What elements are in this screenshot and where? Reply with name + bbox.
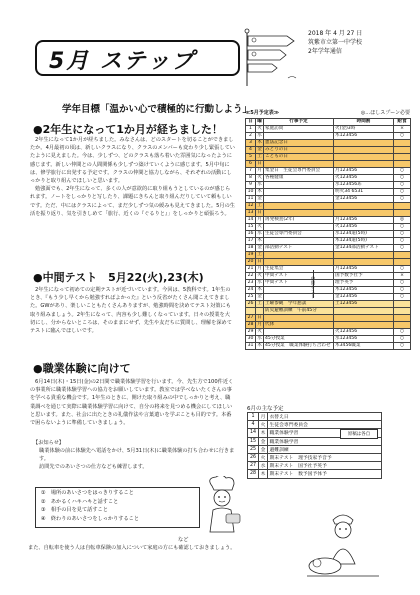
timetable-cell: 明火34 6531 [334, 189, 394, 196]
notice-line: 職業体験の前に体験先へ電話をかけ、5月31日(木)に職業体験の打ち合わせに行きます。 [39, 448, 235, 462]
schedule-row [246, 168, 411, 175]
lunch-cell: ○ [394, 266, 411, 273]
event-cell: 部活動テスト [264, 245, 334, 252]
schedule-row [246, 280, 411, 287]
timetable-cell [334, 259, 394, 266]
issue-date: 2018 年 4 月 27 日 [308, 30, 363, 37]
school-name: 筑紫市立第一中学校 [308, 39, 363, 46]
checklist-item: ② あかるくハキハキと話すこと [41, 498, 119, 505]
lunch-cell: ○ [394, 294, 411, 301]
june-row [248, 413, 382, 421]
timetable-cell [334, 322, 394, 329]
day-cell: 7 [246, 168, 256, 175]
event-cell: 生徒会専門委員会 [264, 231, 334, 238]
day-cell: 21 [246, 266, 256, 273]
lunch-cell [394, 210, 411, 217]
event-cell [264, 294, 334, 301]
col-day: 日 [246, 119, 256, 126]
day-cell: 27 [246, 315, 256, 322]
section1-paragraph: 2年生になって1か月が経ちました。みなさんは、どのスタートを切ることができましたか。4月最初の頃は、新しいクラスになり、クラスのメンバーも変わり少し緊張していたように見えました。今は、少しずつ、どのクラスも落ち着いた雰囲気になったように感じます。新しい仲間との人間関係も少しずつ築けていくように感じます。5月中旬には、修学旅行に出発する予定です。クラスの仲間と協力しながら、それぞれの活動にしっかりと取り組んでほしいと思います。 [30, 137, 235, 185]
checklist-item: ④ 終わりのあいさつをしっかりすること [41, 515, 140, 522]
schedule-row [246, 203, 411, 210]
weekday-cell: 日 [257, 315, 262, 320]
event-cell: 45分授業 職業体験打ち合わせ [264, 343, 334, 350]
weekday-cell: 火 [257, 273, 262, 278]
day-cell: 4 [246, 147, 256, 154]
timetable-cell [334, 140, 394, 147]
lunch-cell [394, 315, 411, 322]
schedule-row [246, 294, 411, 301]
schedule-row [246, 217, 411, 224]
event-cell: 家庭訪問 [264, 126, 334, 133]
weekday-cell: 水 [257, 182, 262, 187]
timetable-cell: 火123456 [334, 329, 394, 336]
weekday-cell: 水 [257, 280, 262, 285]
timetable-cell: 水1234道(5時) [334, 231, 394, 238]
lunch-cell: ○ [394, 168, 411, 175]
lunch-cell [394, 161, 411, 168]
day-cell: 5 [246, 154, 256, 161]
day-cell: 13 [246, 210, 256, 217]
schedule-row [246, 175, 411, 182]
schedule-row [246, 189, 411, 196]
section3-heading: ●職業体験に向けて [33, 362, 131, 375]
lunch-cell: ○ [394, 336, 411, 343]
day-cell: 22 [246, 273, 256, 280]
june-day-cell: 27 [248, 462, 259, 470]
day-cell: 23 [246, 280, 256, 287]
lunch-cell: ○ [394, 287, 411, 294]
schedule-row [246, 161, 411, 168]
timetable-cell: 木3456職業 [334, 343, 394, 350]
schedule-row [246, 252, 411, 259]
event-cell [264, 182, 334, 189]
event-cell: 45分授業 [264, 336, 334, 343]
section2-paragraph: 2年生になって初めての定期テストが近づいています。今回は、5教科です。1年生のとき、『もう少し早くから勉強すればよかった』という反省がたくさん聞こえてきました。GWがあり、楽しいこともたくさんありますが、勉強時間を決めてテスト対策にも取り組みましょう。2年生になって、内容も少し難しくなっています。日々の授業を大切にし、分からないところは、そのままにせず、先生や友だちに質問し、理解を深めてテストに臨んでほしいです。 [30, 287, 232, 335]
lunch-cell: ○ [394, 238, 411, 245]
day-cell: 2 [246, 133, 256, 140]
june-day-cell: 26 [248, 453, 259, 461]
weekday-cell: 木 [257, 238, 262, 243]
weekday-cell: 火 [257, 329, 262, 334]
day-cell: 15 [246, 224, 256, 231]
lunch-cell [394, 308, 411, 315]
event-cell [264, 287, 334, 294]
event-cell [264, 329, 334, 336]
day-cell: 1 [246, 126, 256, 133]
event-cell [264, 252, 334, 259]
schedule-row [246, 126, 411, 133]
lunch-cell: ○ [394, 196, 411, 203]
weekday-cell: 水 [257, 133, 262, 138]
weekday-cell: 土 [257, 252, 262, 257]
june-weekday-cell: 金 [259, 445, 268, 453]
event-cell [264, 161, 334, 168]
timetable-cell [334, 252, 394, 259]
section3-paragraph: 6月14日(木)・15日(金)の2日間で職業体験学習を行います。今、先生方で100件近くの事業所に職業体験学習への協力をお願いしています。教室では学べないたくさんの事を学べる貴重な機会です。1年生のときに、開けた取り組みの中でしっかりと考え、職業調べを通じて実際に職業体験学習に向けて、自分の将来を見つめる機会にしてほしいと思います。また、社会に出たときの礼儀作法や言葉遣いを学ぶことも目的です。本番で困らないように準備していきましょう。 [30, 379, 234, 427]
weekday-cell: 日 [257, 259, 262, 264]
timetable-cell: 木1234道(5時) [334, 238, 394, 245]
day-cell: 16 [246, 231, 256, 238]
june-event-cell: 期末テスト 国予社予英予 [268, 462, 382, 470]
lunch-cell [394, 252, 411, 259]
event-cell [264, 203, 334, 210]
lunch-cell [394, 259, 411, 266]
day-cell: 28 [246, 322, 256, 329]
checklist-item: ① 場所のあいさつをはっきりすること [41, 490, 134, 496]
event-cell: 集金日 生徒会専門委員会 [264, 168, 334, 175]
june-weekday-cell: 月 [259, 413, 268, 421]
schedule-row [246, 273, 411, 280]
lunch-cell: ◎ [394, 217, 411, 224]
weekday-cell: 水 [257, 336, 262, 341]
event-cell [264, 210, 334, 217]
page-title: 5月 ステップ [49, 49, 196, 74]
lunch-cell [394, 140, 411, 147]
schedule-header-row [246, 119, 411, 126]
day-cell: 30 [246, 336, 256, 343]
timetable-cell: 金123456 [334, 294, 394, 301]
lunch-cell: ○ [394, 182, 411, 189]
lunch-cell: ○ [394, 133, 411, 140]
june-row [248, 453, 382, 461]
schedule-row [246, 301, 411, 308]
event-cell [264, 238, 334, 245]
section3-body [30, 378, 235, 436]
day-cell: 26 [246, 301, 256, 308]
weekday-cell: 月 [257, 168, 262, 173]
notice-line: 訪問先でのあいさつの仕方なども練習します。 [39, 464, 148, 470]
schedule-row [246, 140, 411, 147]
timetable-cell: 国予数予社予 [334, 273, 394, 280]
lunch-cell: × [394, 273, 411, 280]
june-day-cell: 1 [248, 413, 259, 421]
day-cell: 11 [246, 196, 256, 203]
event-cell: 再発検査(2年) [264, 217, 334, 224]
day-cell: 20 [246, 259, 256, 266]
weekday-cell: 金 [257, 196, 262, 201]
col-timetable: 時間割 [334, 119, 394, 126]
schedule-row [246, 133, 411, 140]
timetable-cell: 月123456 [334, 168, 394, 175]
weekday-cell: 日 [257, 161, 262, 166]
june-day-cell: 28 [248, 470, 259, 478]
may-schedule-table [245, 118, 411, 350]
timetable-cell: 火123456 [334, 175, 394, 182]
timetable-cell [334, 203, 394, 210]
manners-checklist [35, 487, 200, 528]
june-day-cell: 15 [248, 437, 259, 445]
schedule-row [246, 196, 411, 203]
issue-meta [308, 29, 362, 56]
schedule-legend: ◎…ほしスプーン必要 [360, 110, 410, 116]
timetable-cell: 月123456 [334, 217, 394, 224]
weekday-cell: 水 [257, 231, 262, 236]
weekday-cell: 金 [257, 294, 262, 299]
schedule-row [246, 287, 411, 294]
weekday-cell: 金 [257, 147, 262, 152]
day-cell: 31 [246, 343, 256, 350]
schedule-row [246, 266, 411, 273]
day-cell: 29 [246, 329, 256, 336]
weekday-cell: 金 [257, 245, 262, 250]
timetable-cell: 木123456 [334, 287, 394, 294]
event-cell [264, 189, 334, 196]
timetable-cell [334, 308, 394, 315]
weekday-cell: 火 [257, 126, 262, 131]
schedule-row [246, 245, 411, 252]
june-row [248, 470, 382, 478]
bicycle-insurance-note: また、自転車を使う人は自転車保険の加入について家庭の方にも確認しておきましょう。 [28, 545, 236, 551]
event-cell [264, 196, 334, 203]
june-weekday-cell: 水 [259, 462, 268, 470]
schedule-row [246, 231, 411, 238]
day-cell: 10 [246, 189, 256, 196]
lunch-cell [394, 147, 411, 154]
checklist-item: ③ 相手の目を見て話すこと [41, 507, 108, 514]
title-banner [35, 40, 240, 76]
section1-paragraph: 勉強面でも、2年生になって、多くの人が意欲的に取り組もうとしているのが感じられます。ノートをしっかりと写したり、課題にきちんと取り組んだりしていて頼もしいです。ただ、中にはクラスによって、まだ少しずつ気の緩みも見えてきました。5月の生活を振り返り、気を引きしめて「旅行、近くの『ぐるりと』」をしっかりと頑張ろう。 [30, 186, 235, 217]
timetable-cell: 理予英予 [334, 280, 394, 287]
section1-body [30, 136, 235, 240]
section2-body [30, 286, 235, 336]
timetable-cell: 火123456 [334, 224, 394, 231]
col-weekday: 曜 [257, 119, 262, 124]
june-weekday-cell: 火 [259, 421, 268, 429]
june-day-cell: 25 [248, 445, 259, 453]
timetable-cell [334, 161, 394, 168]
koinobori-illustration [242, 28, 297, 88]
schedule-row [246, 322, 411, 329]
june-event-cell: 期末テスト 理予技家予音予 [268, 453, 382, 461]
lunch-cell: ○ [394, 329, 411, 336]
weekday-cell: 土 [257, 154, 262, 159]
notice-title: 【お知らせ】 [33, 440, 64, 446]
weekday-cell: 木 [257, 287, 262, 292]
event-cell: 土曜参観 学年懇談 [264, 301, 334, 308]
timetable-cell [334, 154, 394, 161]
event-cell: みどりの日 [264, 147, 334, 154]
june-plan-title: 6月の主な予定 [247, 406, 284, 412]
june-event-cell: 期末テスト 数予国予体予 [268, 470, 382, 478]
weekday-cell: 月 [257, 322, 262, 327]
june-event-cell: 衣替え日 [268, 413, 382, 421]
event-cell: 防災避難訓練 午前45分 [264, 308, 334, 315]
lunch-cell: ○ [394, 343, 411, 350]
weekday-cell: 木 [257, 343, 262, 348]
event-cell: 中間テスト [264, 280, 334, 287]
day-cell: 14 [246, 217, 256, 224]
event-cell [264, 224, 334, 231]
schedule-row [246, 336, 411, 343]
timetable-cell: 月123456 [334, 266, 394, 273]
lunch-cell: ○ [394, 224, 411, 231]
newsletter-name: 2年学年通信 [308, 48, 342, 55]
schedule-row [246, 224, 411, 231]
weekday-cell: 木 [257, 189, 262, 194]
timetable-cell [334, 147, 394, 154]
timetable-cell: 水123456 [334, 336, 394, 343]
day-cell: 8 [246, 175, 256, 182]
lunch-cell: ○ [394, 189, 411, 196]
lunch-cell: ○ [394, 245, 411, 252]
june-weekday-cell: 金 [259, 437, 268, 445]
june-row [248, 462, 382, 470]
timetable-cell: 木123456 [334, 133, 394, 140]
june-event-cell: 職業体験学習 [268, 437, 382, 445]
schedule-row [246, 259, 411, 266]
schedule-row [246, 182, 411, 189]
timetable-cell: 金123456 [334, 196, 394, 203]
day-cell: 9 [246, 182, 256, 189]
weekday-cell: 月 [257, 217, 262, 222]
june-day-cell: 4 [248, 421, 259, 429]
june-row [248, 445, 382, 453]
weekday-cell: 土 [257, 203, 262, 208]
event-cell: 憲法記念日 [264, 140, 334, 147]
notice-block [33, 439, 238, 471]
schedule-row [246, 154, 411, 161]
day-cell: 12 [246, 203, 256, 210]
chef-illustration [198, 476, 246, 534]
june-event-cell: 避難訓練 [268, 445, 382, 453]
june-calendar-note: 原稿は各自 [340, 429, 378, 439]
lunch-cell [394, 203, 411, 210]
june-weekday-cell: 火 [259, 453, 268, 461]
lunch-cell: ○ [394, 280, 411, 287]
lunch-cell [394, 322, 411, 329]
day-cell: 18 [246, 245, 256, 252]
event-cell: こどもの日 [264, 154, 334, 161]
lunch-cell: ○ [394, 175, 411, 182]
june-row [248, 421, 382, 429]
june-weekday-cell: 木 [259, 429, 268, 437]
day-cell: 6 [246, 161, 256, 168]
weekday-cell: 月 [257, 266, 262, 271]
event-cell: 生徒集会 [264, 266, 334, 273]
nurse-baby-illustration [303, 508, 383, 580]
timetable-cell: 水123456あ [334, 182, 394, 189]
weekday-cell: 土 [257, 301, 262, 306]
timetable-cell: 金1234部活動テスト [334, 245, 394, 252]
schedule-row [246, 210, 411, 217]
grade-goal: 学年目標「温かい心で積極的に行動しよう」 [62, 104, 253, 115]
june-plan-table [247, 412, 382, 479]
schedule-row [246, 329, 411, 336]
schedule-row [246, 343, 411, 350]
weekday-cell: 火 [257, 175, 262, 180]
event-cell [264, 315, 334, 322]
schedule-title: ≪5月予定表≫ [245, 110, 279, 116]
section2-heading: ●中間テスト 5月22(火),23(木) [33, 271, 204, 284]
june-weekday-cell: 木 [259, 470, 268, 478]
lunch-cell: ○ [394, 231, 411, 238]
schedule-row [246, 308, 411, 315]
event-cell: 中間テスト [264, 273, 334, 280]
weekday-cell [256, 308, 264, 315]
day-cell: 17 [246, 238, 256, 245]
col-lunch: 給食 [394, 119, 411, 126]
lunch-cell: × [394, 126, 411, 133]
day-cell: 3 [246, 140, 256, 147]
checklist-etc: など [178, 537, 189, 543]
june-event-cell: 生徒会専門委員会 [268, 421, 382, 429]
timetable-cell: 土123456 [334, 301, 394, 308]
event-cell [264, 259, 334, 266]
day-cell: 25 [246, 294, 256, 301]
day-cell: 24 [246, 287, 256, 294]
section1-heading: ●2年生になって1か月が経ちました！ [33, 123, 223, 136]
weekday-cell: 火 [257, 224, 262, 229]
weekday-cell: 木 [257, 140, 262, 145]
schedule-row [246, 147, 411, 154]
june-day-cell: 14 [248, 429, 259, 437]
timetable-cell [334, 315, 394, 322]
test-period-label: 中間テスト [310, 276, 315, 299]
timetable-cell: 火(金)3時 [334, 126, 394, 133]
event-cell: 代休 [264, 322, 334, 329]
day-cell: 19 [246, 252, 256, 259]
weekday-cell: 日 [257, 210, 262, 215]
timetable-cell [334, 210, 394, 217]
lunch-cell [394, 301, 411, 308]
event-cell: 各種健康 [264, 175, 334, 182]
schedule-row [246, 315, 411, 322]
col-event: 行事予定 [264, 119, 334, 126]
day-cell [246, 308, 256, 315]
june-event-cell: 職業体験学習 [268, 429, 382, 437]
lunch-cell [394, 154, 411, 161]
event-cell [264, 133, 334, 140]
schedule-row [246, 238, 411, 245]
